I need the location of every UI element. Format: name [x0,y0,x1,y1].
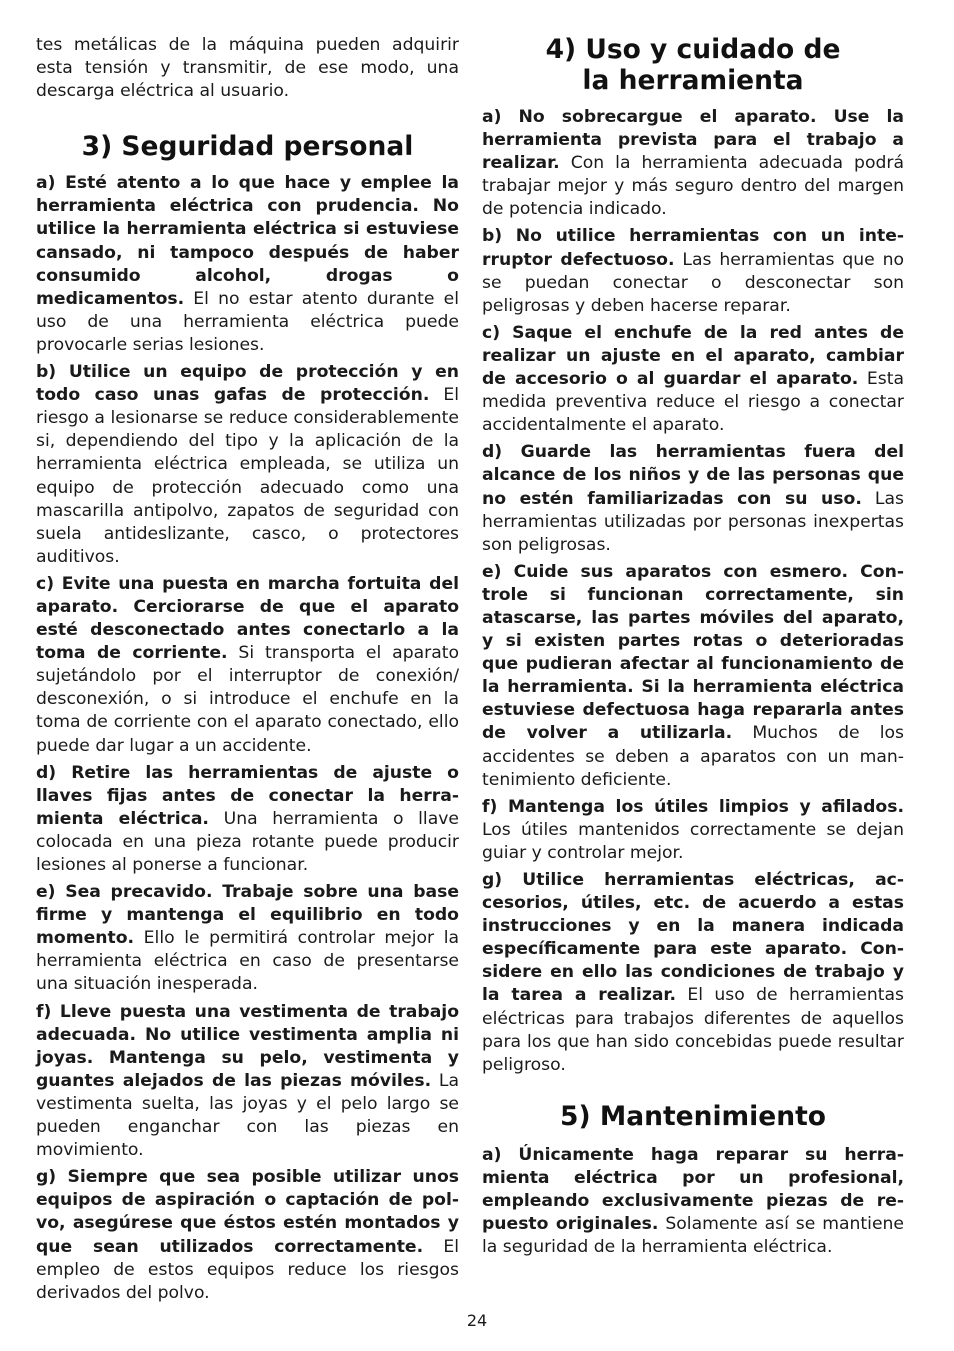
item-bold: e) Sea precavido. Trabaje sobre una base firme y mantenga el equilibrio en todo momento. [36,882,459,949]
list-item [36,1001,459,1163]
item-text: Solamente así se mantiene la seguridad de la herramienta eléctrica. [482,1214,904,1258]
intro-paragraph: tes metálicas de la máquina pueden adquirir esta tensión y transmitir, de ese modo, una descarga eléctrica al usuario. [36,35,459,102]
list-item [36,361,459,569]
section-heading-mantenimiento: 5) Mantenimiento [560,1100,826,1132]
item-text: Con la herramienta adecuada podrá trabajar mejor y más seguro dentro del margen de potencia indicado. [482,153,904,220]
item-text: Una herramienta o llave colocada en una pieza rotante puede producir lesiones al ponerse a funcionar. [36,808,459,875]
item-bold: g) Siempre que sea posible utilizar unos equipos de aspiración o captación de polvo, asegúrese que éstos estén montados y que sean utilizados correctamente. [36,1167,459,1257]
item-bold: a) Únicamente haga reparar su herramienta eléctrica por un profesional, empleando exclusivamente piezas de repuesto originales. [482,1144,904,1235]
section-heading-seguridad-personal: 3) Seguridad personal [81,131,414,163]
item-bold: f) Mantenga los útiles limpios y afilados. [482,796,904,817]
right-column [482,34,904,1263]
list-item [482,561,904,792]
mantenimiento-list [482,1144,904,1259]
section-heading-uso-y-cuidado [482,34,904,96]
item-bold: c) Saque el enchufe de la red antes de realizar un ajuste en el aparato, cambiar de accesorio o al guardar el aparato. [482,322,904,390]
list-item [482,869,904,1077]
item-text: Las herramientas que no se puedan conectar o desconectar son peligrosas y deben hacerse reparar. [482,249,905,316]
left-column [36,34,459,1309]
page-number: 24 [466,1311,488,1330]
item-text: Los útiles mantenidos correctamente se dejan guiar y controlar mejor. [482,819,904,863]
item-bold: d) Retire las herramientas de ajuste o llaves fijas antes de conectar la herramienta eléctrica. [36,762,459,829]
item-bold: d) Guarde las herramientas fuera del alcance de los niños y de las personas que no estén familiarizadas con su uso. [482,442,904,509]
item-text: El uso de herramientas eléctricas para trabajos diferentes de aquellos para los que han sido concebidas puede resultar peligroso. [482,985,904,1075]
item-bold: a) Esté atento a lo que hace y emplee la herramienta eléctrica con prudencia. No utilice la herramienta eléctrica si estuviese cansado, ni tampoco después de haber consumido alcohol, drogas o medicamentos. [36,173,459,309]
heading-line: la herramienta [582,65,804,96]
list-item [482,225,904,317]
item-text: Ello le permitirá controlar mejor la herramienta eléctrica en caso de presentarse una situación inesperada. [36,928,459,995]
item-text: Las herramientas utilizadas por personas inexpertas son peligrosas. [482,488,904,555]
uso-y-cuidado-list [482,106,904,1077]
item-text: Esta medida preventiva reduce el riesgo a conectar accidentalmente el aparato. [482,369,904,436]
list-item [482,441,904,556]
item-bold: b) No utilice herramientas con un interruptor defectuoso. [482,226,904,270]
item-bold: e) Cuide sus aparatos con esmero. Controle si funcionan correctamente, sin atascarse, las partes móviles del aparato, y si existen partes rotas o deterioradas que pudieran afectar al funcionamiento de la herramienta. Si la herramienta eléctrica estuviese defectuosa haga repararla antes de volver a utilizarla. [482,561,904,744]
item-text: La vestimenta suelta, las joyas y el pelo largo se pueden enganchar con las piezas en movimiento. [36,1070,460,1161]
list-item [36,762,459,877]
list-item [36,1166,459,1305]
list-item [36,881,459,996]
item-bold: f) Lleve puesta una vestimenta de trabajo adecuada. No utilice vestimenta amplia ni joyas. Mantenga su pelo, vestimenta y guantes alejados de las piezas móviles. [36,1001,459,1091]
item-text: El riesgo a lesionarse se reduce considerablemente si, dependiendo del tipo y la aplicación de la herramienta eléctrica empleada, se utiliza un equipo de protección adecuado como una mascarilla antipolvo, zapatos de seguridad con suela antideslizante, casco, o protectores auditivos. [36,385,459,567]
item-bold: c) Evite una puesta en marcha fortuita del aparato. Cerciorarse de que el aparato esté desconectado antes conectarlo a la toma de corriente. [36,573,459,664]
seguridad-personal-list [36,172,459,1305]
list-item [482,796,904,865]
list-item [36,172,459,357]
item-text: Muchos de los accidentes se deben a aparatos con un mantenimiento deficiente. [482,723,904,790]
item-text: El no estar atento durante el uso de una herramienta eléctrica puede provocarle serias lesiones. [36,288,459,355]
list-item [36,573,459,758]
item-bold: a) No sobrecargue el aparato. Use la herramienta prevista para el trabajo a realizar. [482,107,904,174]
item-text: El empleo de estos equipos reduce los riesgos derivados del polvo. [36,1236,459,1303]
heading-line: 4) Uso y cuidado de [545,34,841,65]
item-text: Si transporta el aparato sujetándolo por el interruptor de conexión/ desconexión, o si introduce el enchufe en la toma de corriente con el aparato conectado, ello puede dar lugar a un accidente. [36,643,459,756]
item-bold: b) Utilice un equipo de protección y en todo caso unas gafas de protección. [36,362,459,406]
list-item [482,106,904,221]
list-item [482,322,904,437]
list-item [482,1144,904,1259]
item-bold: g) Utilice herramientas eléctricas, accesorios, útiles, etc. de acuerdo a estas instrucciones y en la manera indicada específicamente para este aparato. Considere en ello las condiciones de trabajo y la tarea a realizar. [482,870,904,1006]
